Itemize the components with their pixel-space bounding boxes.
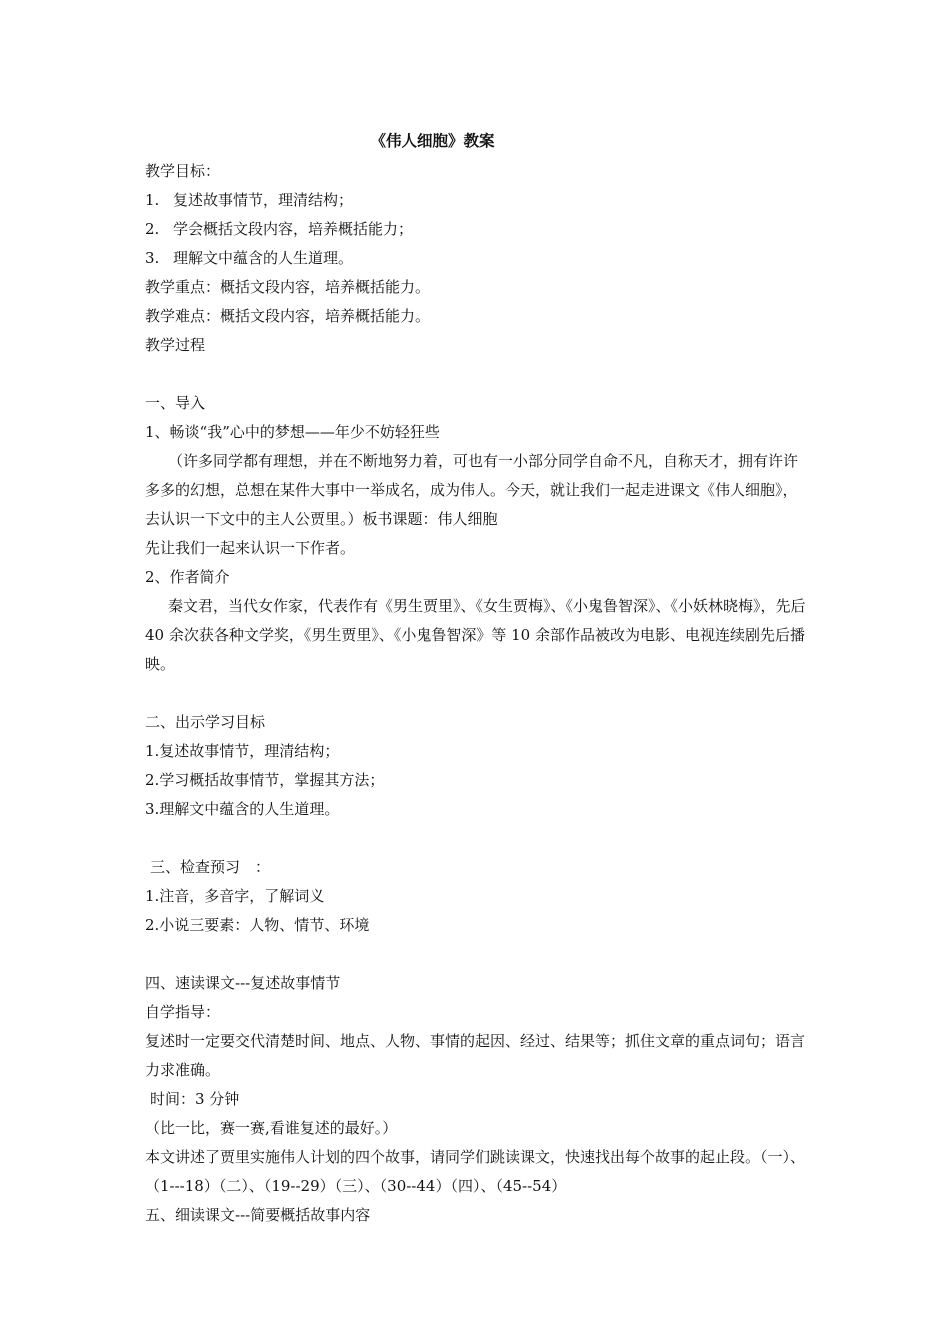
objective-item-1 xyxy=(145,186,810,215)
section1-heading: 一、导入 xyxy=(145,394,206,412)
spacer xyxy=(145,824,810,853)
objective-item-2 xyxy=(145,215,810,244)
objective-num-1: 1. xyxy=(145,191,160,209)
section2-item-1: 1.复述故事情节，理清结构； xyxy=(145,742,340,760)
section2-heading: 二、出示学习目标 xyxy=(145,713,266,731)
section4-note: （比一比，赛一赛,看谁复述的最好。） xyxy=(145,1119,398,1137)
objective-text-2: 学会概括文段内容，培养概括能力； xyxy=(173,220,414,238)
objective-text-1: 复述故事情节，理清结构； xyxy=(173,191,354,209)
difficulty: 教学难点：概括文段内容，培养概括能力。 xyxy=(145,307,431,325)
section4-para: 复述时一定要交代清楚时间、地点、人物、事情的起因、经过、结果等；抓住文章的重点词句；语言力求准确。 xyxy=(145,1032,806,1079)
spacer xyxy=(145,360,810,389)
section5-heading: 五、细读课文---简要概括故事内容 xyxy=(145,1206,371,1224)
section1-para2: 秦文君，当代女作家，代表作有《男生贾里》、《女生贾梅》、《小鬼鲁智深》、《小妖林晓梅》，先后 40 余次获各种文学奖，《男生贾里》、《小鬼鲁智深》等 10 余部作品被改为电影、电视连续剧先后播映。 xyxy=(145,597,806,673)
key-point: 教学重点：概括文段内容，培养概括能力。 xyxy=(145,278,431,296)
section4-guide: 自学指导： xyxy=(145,1003,221,1021)
objective-item-3 xyxy=(145,244,810,273)
section3-item-2: 2.小说三要素：人物、情节、环境 xyxy=(145,916,370,934)
section4-heading: 四、速读课文---复述故事情节 xyxy=(145,974,341,992)
section1-sub1: 1、畅谈“我”心中的梦想——年少不妨轻狂些 xyxy=(145,423,440,441)
process-heading: 教学过程 xyxy=(145,336,206,354)
section3-heading: 三、检查预习 ： xyxy=(150,858,271,876)
objective-text-3: 理解文中蕴含的人生道理。 xyxy=(173,249,354,267)
spacer xyxy=(145,940,810,969)
section1-line2: 先让我们一起来认识一下作者。 xyxy=(145,539,356,557)
section3-item-1: 1.注音，多音字，了解词义 xyxy=(145,887,325,905)
section4-para2: 本文讲述了贾里实施伟人计划的四个故事，请同学们跳读课文，快速找出每个故事的起止段。（一）、（1---18）（二）、（19--29）（三）、（30--44）（四）、（45--54） xyxy=(145,1148,806,1195)
section1-para1: （许多同学都有理想，并在不断地努力着，可也有一小部分同学自命不凡，自称天才，拥有许许多多的幻想，总想在某件大事中一举成名，成为伟人。今天，就让我们一起走进课文《伟人细胞》，去认识一下文中的主人公贾里。）板书课题：伟人细胞 xyxy=(145,452,799,528)
section1-sub2: 2、作者简介 xyxy=(145,568,230,586)
objectives-heading: 教学目标： xyxy=(145,162,221,180)
spacer xyxy=(145,679,810,708)
section2-item-2: 2.学习概括故事情节，掌握其方法； xyxy=(145,771,385,789)
document-body xyxy=(145,157,810,1230)
section2-item-3: 3.理解文中蕴含的人生道理。 xyxy=(145,800,340,818)
objective-num-3: 3. xyxy=(145,249,160,267)
section4-time: 时间：3 分钟 xyxy=(150,1090,240,1108)
document-title: 《伟人细胞》教案 xyxy=(370,131,495,150)
objective-num-2: 2. xyxy=(145,220,160,238)
